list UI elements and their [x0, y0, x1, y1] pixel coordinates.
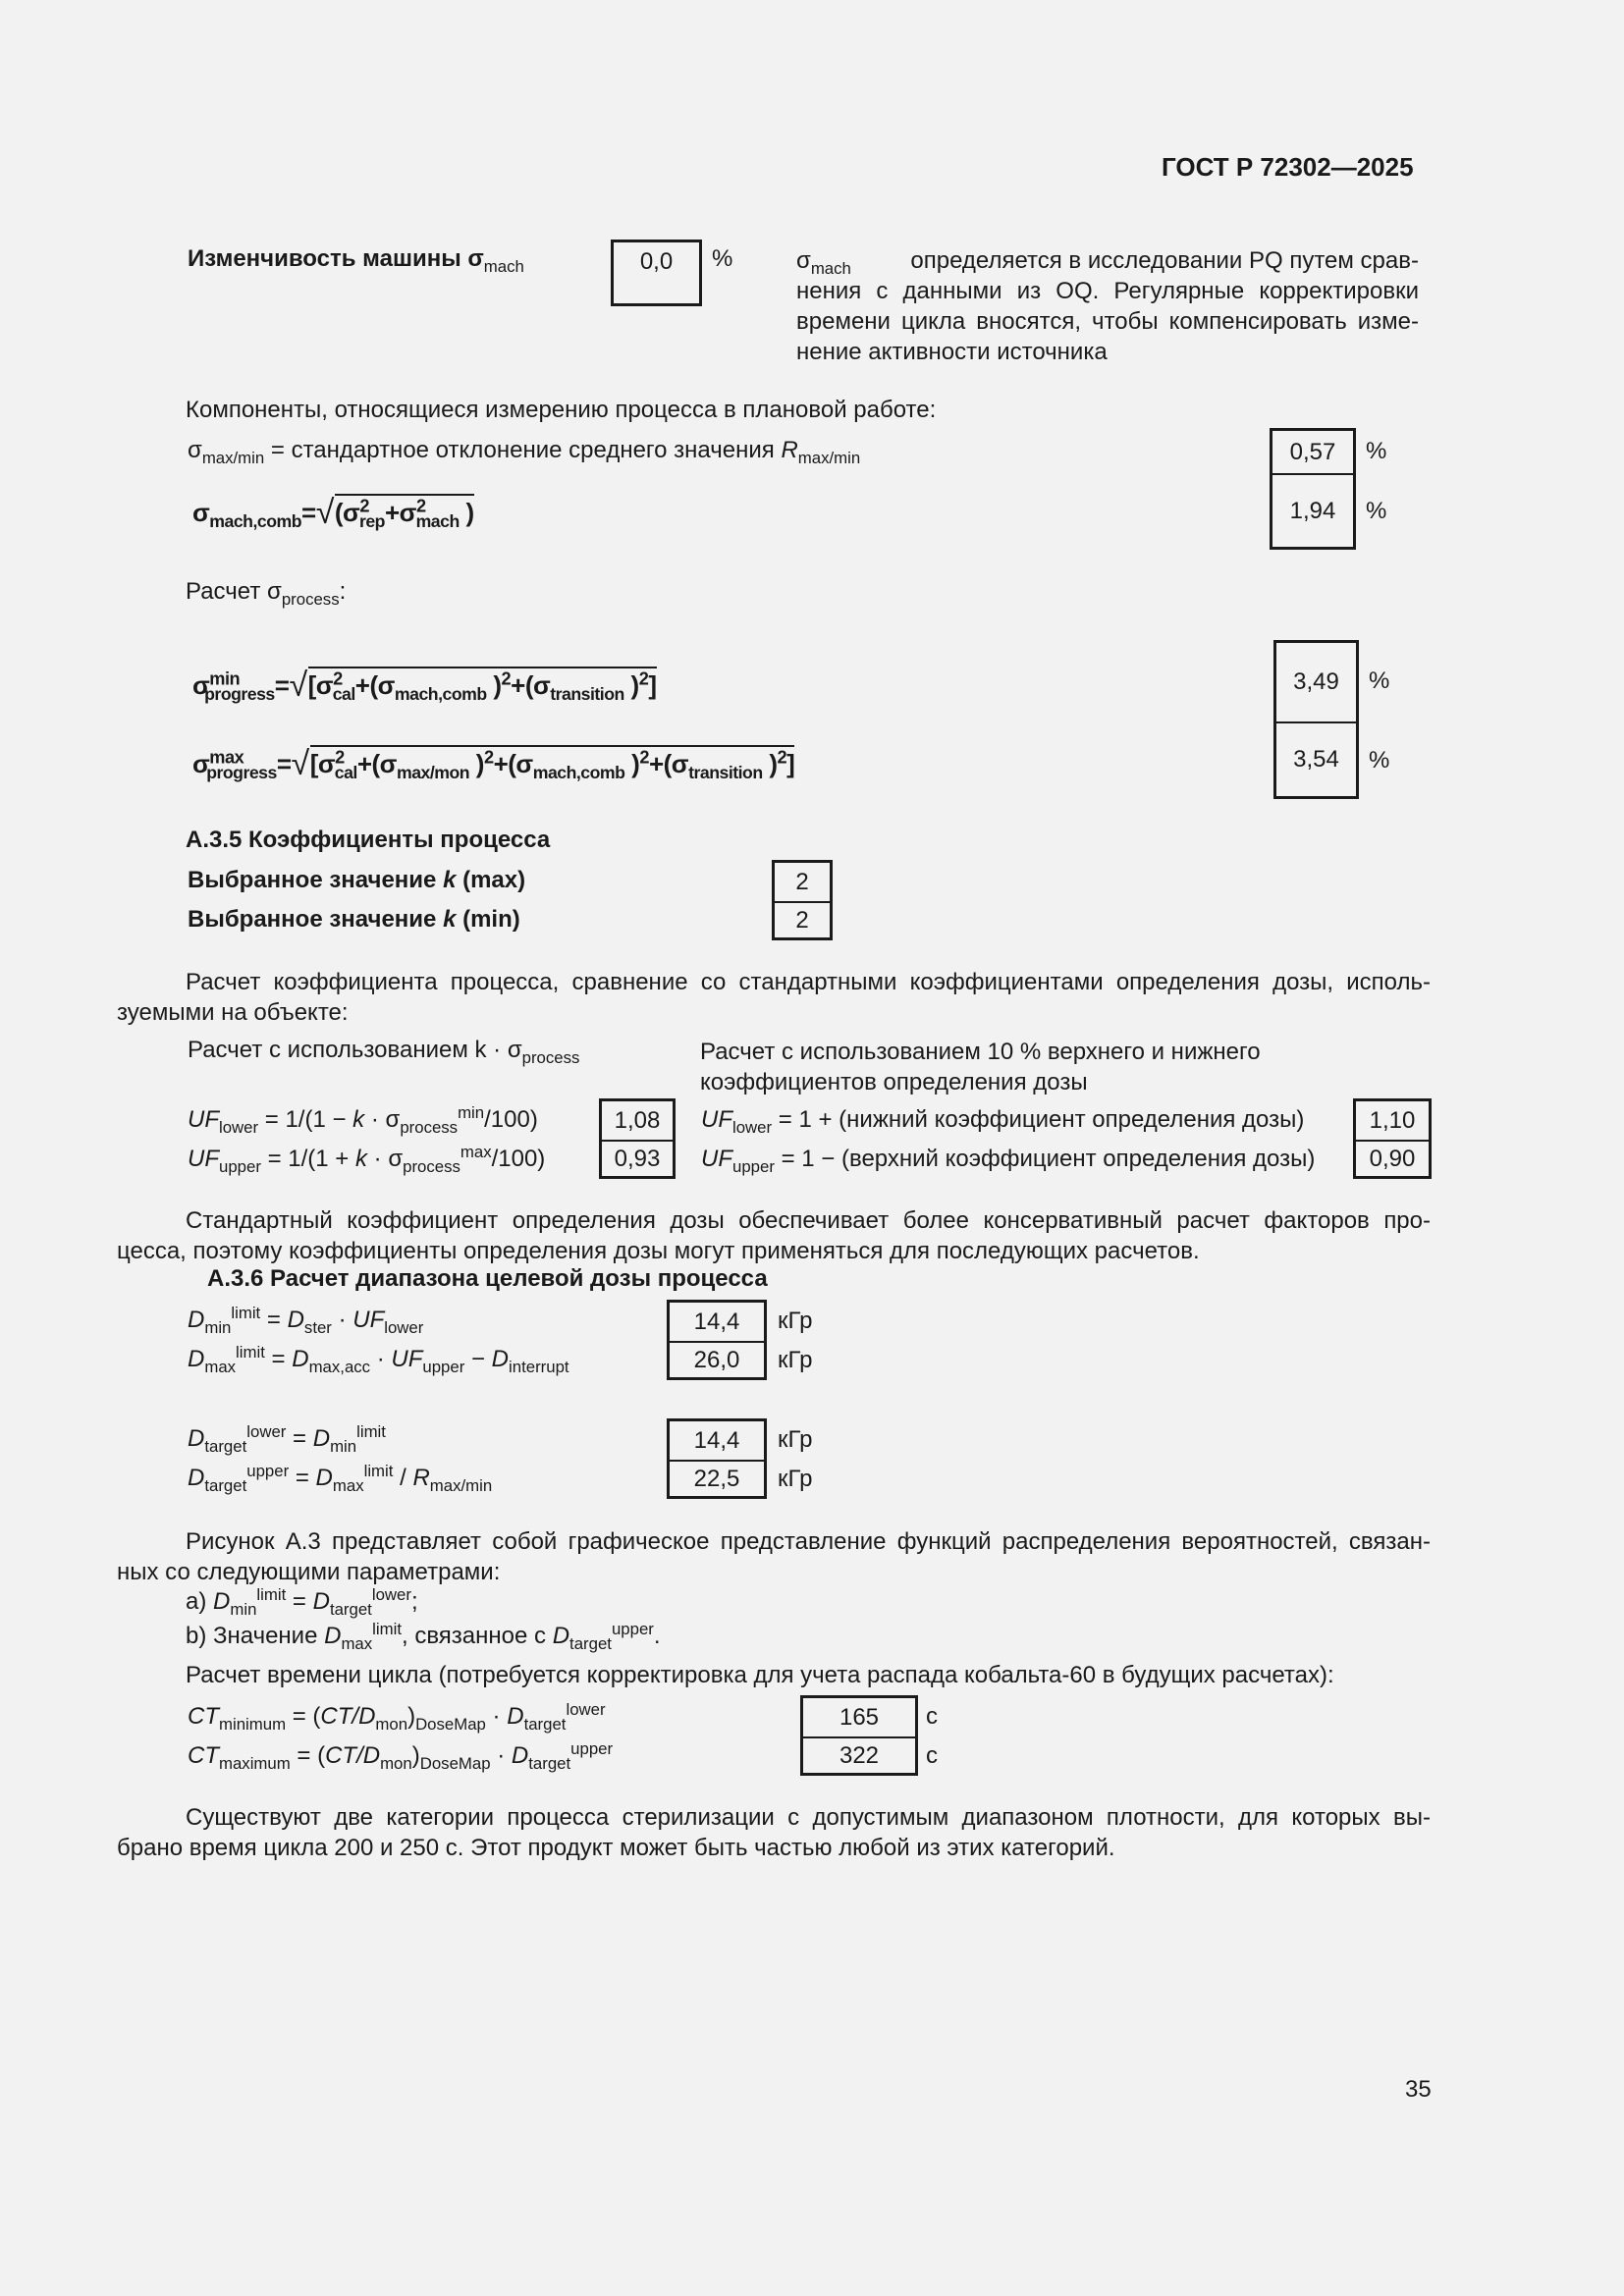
ct-maximum-unit: с — [926, 1742, 938, 1769]
right-method-heading: Расчет с использованием 10 % верхнего и нижнего коэффициентов определения дозы — [700, 1039, 1261, 1095]
uf-lower-left-value: 1,08 — [614, 1106, 661, 1134]
uf-upper-left-value: 0,93 — [614, 1145, 661, 1172]
conclusion-paragraph: Стандартный коэффициент определения дозы обеспечивает более консервативный расчет факторов про- цесса, поэтому коэффициенты определения дозы могут применяться для последующих расчетов. — [117, 1207, 1431, 1264]
page-number: 35 — [1405, 2076, 1432, 2103]
uf-lower-right-value: 1,10 — [1369, 1106, 1416, 1134]
cycle-intro: Расчет времени цикла (потребуется корректировка для учета распада кобальта-60 в будущих расчетах): — [186, 1662, 1334, 1688]
sigma-mach-comb-formula: $\sigma_{mach,comb}=√(\sigma^2_{rep}+\sigma^2_{mach}$ ) — [192, 494, 474, 532]
uf-lower-left-formula: $UF_{lower} = 1/(1 - k \cdot \sigma_{process}^{min}/100)$ — [188, 1103, 538, 1137]
ct-maximum-value: 322 — [839, 1741, 880, 1769]
ct-values-box — [800, 1695, 918, 1776]
d-min-limit-formula: $D_{min}^{limit} = D_{ster} \cdot UF_{lower}$ — [188, 1304, 424, 1337]
uf-left-values-box — [599, 1098, 676, 1179]
coefficient-paragraph: Расчет коэффициента процесса, сравнение со стандартными коэффициентами определения дозы, исполь- зуемыми на объекте: — [117, 969, 1431, 1026]
d-target-upper-value: 22,5 — [693, 1465, 740, 1492]
d-max-limit-unit: кГр — [778, 1347, 813, 1373]
sigma-progress-max-value: 3,54 — [1293, 746, 1339, 773]
sigma-progress-min-formula: $\sigma^{min}_{progress}=√[\sigma^2_{cal}+(\sigma_{mach,comb}$ )$^2+(\sigma_{transition}$ )$^2$] — [192, 667, 657, 705]
uf-upper-right-formula: $UF_{upper} = 1$ − (верхний коэффициент определения дозы) — [701, 1146, 1316, 1176]
ct-minimum-unit: с — [926, 1703, 938, 1730]
machine-variability-value-box: 0,0 — [611, 240, 702, 306]
routine-values-box — [1270, 428, 1356, 550]
uf-upper-left-formula: $UF_{upper} = 1/(1 + k \cdot \sigma_{process}^{max}/100)$ — [188, 1143, 546, 1176]
k-max-value: 2 — [795, 868, 809, 895]
d-min-limit-unit: кГр — [778, 1308, 813, 1334]
ct-minimum-value: 165 — [839, 1703, 880, 1731]
left-method-heading: Расчет с использованием $k \cdot \sigma_{process}$ — [188, 1037, 580, 1067]
d-target-upper-formula: $D_{target}^{upper} = D_{max}^{limit} / R_{max/min}$ — [188, 1462, 493, 1495]
sigma-maxmin-line: $\sigma_{max/min}$ = стандартное отклонение среднего значения $R_{max/min}$ — [188, 437, 861, 467]
section-a36-title: А.3.6 Расчет диапазона целевой дозы процесса — [207, 1265, 768, 1292]
k-min-label: Выбранное значение k (min) — [188, 906, 520, 933]
d-target-upper-unit: кГр — [778, 1466, 813, 1492]
machine-variability-note: $\sigma_{mach}$ определяется в исследовании PQ путем срав- нения с данными из OQ. Регулярные корректировки времени цикла вносятся, чтобы компенсировать изме- нение активности источника — [796, 247, 1419, 365]
d-target-lower-value: 14,4 — [693, 1426, 740, 1454]
sigma-maxmin-unit: % — [1366, 438, 1387, 464]
machine-variability-label: Изменчивость машины $\sigma_{mach}$ — [188, 245, 524, 276]
d-target-values-box — [667, 1418, 767, 1499]
k-min-value: 2 — [795, 906, 809, 934]
figure-paragraph: Рисунок А.3 представляет собой графическое представление функций распределения вероятностей, связан- ных со следующими параметрами: — [117, 1528, 1431, 1585]
sigma-mach-comb-unit: % — [1366, 498, 1387, 524]
uf-lower-right-formula: $UF_{lower} = 1$ + (нижний коэффициент определения дозы) — [701, 1106, 1305, 1137]
process-values-box — [1273, 640, 1359, 799]
section-a35-title: А.3.5 Коэффициенты процесса — [186, 827, 551, 853]
d-limit-values-box — [667, 1300, 767, 1380]
d-min-limit-value: 14,4 — [693, 1308, 740, 1335]
machine-variability-unit: % — [712, 245, 733, 272]
final-paragraph: Существуют две категории процесса стерилизации с допустимым диапазоном плотности, для которых вы- брано время цикла 200 и 250 с. Этот продукт может быть частью любой из этих категорий. — [117, 1804, 1431, 1861]
standard-header: ГОСТ Р 72302—2025 — [1162, 152, 1414, 182]
sigma-mach-comb-value: 1,94 — [1289, 497, 1336, 524]
sigma-progress-min-value: 3,49 — [1293, 668, 1339, 695]
routine-intro: Компоненты, относящиеся измерению процесса в плановой работе: — [186, 397, 937, 423]
sigma-progress-min-unit: % — [1369, 667, 1390, 694]
d-target-lower-unit: кГр — [778, 1426, 813, 1453]
uf-right-values-box — [1353, 1098, 1432, 1179]
d-target-lower-formula: $D_{target}^{lower} = D_{min}^{limit}$ — [188, 1422, 386, 1456]
sigma-progress-max-unit: % — [1369, 747, 1390, 774]
uf-upper-right-value: 0,90 — [1369, 1145, 1416, 1172]
item-a: a) $D_{min}^{limit} = D_{target}^{lower}$; — [186, 1585, 418, 1619]
d-max-limit-formula: $D_{max}^{limit} = D_{max,acc} \cdot UF_{upper} - D_{interrupt}$ — [188, 1343, 569, 1376]
sigma-maxmin-value: 0,57 — [1289, 438, 1336, 465]
item-b: b) Значение $D_{max}^{limit}$, связанное с $D_{target}^{upper}$. — [186, 1620, 661, 1653]
process-calc-label: Расчет $\sigma_{process}$: — [186, 578, 347, 609]
k-max-label: Выбранное значение k (max) — [188, 867, 526, 893]
sigma-progress-max-formula: $\sigma^{max}_{progress}=√[\sigma^2_{cal}+(\sigma_{max/mon}$ )$^2+(\sigma_{mach,comb}$ )$^2+(\sigma_{transition}$ )$^2$] — [192, 745, 795, 783]
ct-maximum-formula: $CT_{maximum} = (CT/D_{mon})_{DoseMap} \cdot D_{target}^{upper}$ — [188, 1739, 614, 1773]
ct-minimum-formula: $CT_{minimum} = (CT/D_{mon})_{DoseMap} \cdot D_{target}^{lower}$ — [188, 1700, 606, 1734]
d-max-limit-value: 26,0 — [693, 1346, 740, 1373]
k-values-box — [772, 860, 833, 940]
